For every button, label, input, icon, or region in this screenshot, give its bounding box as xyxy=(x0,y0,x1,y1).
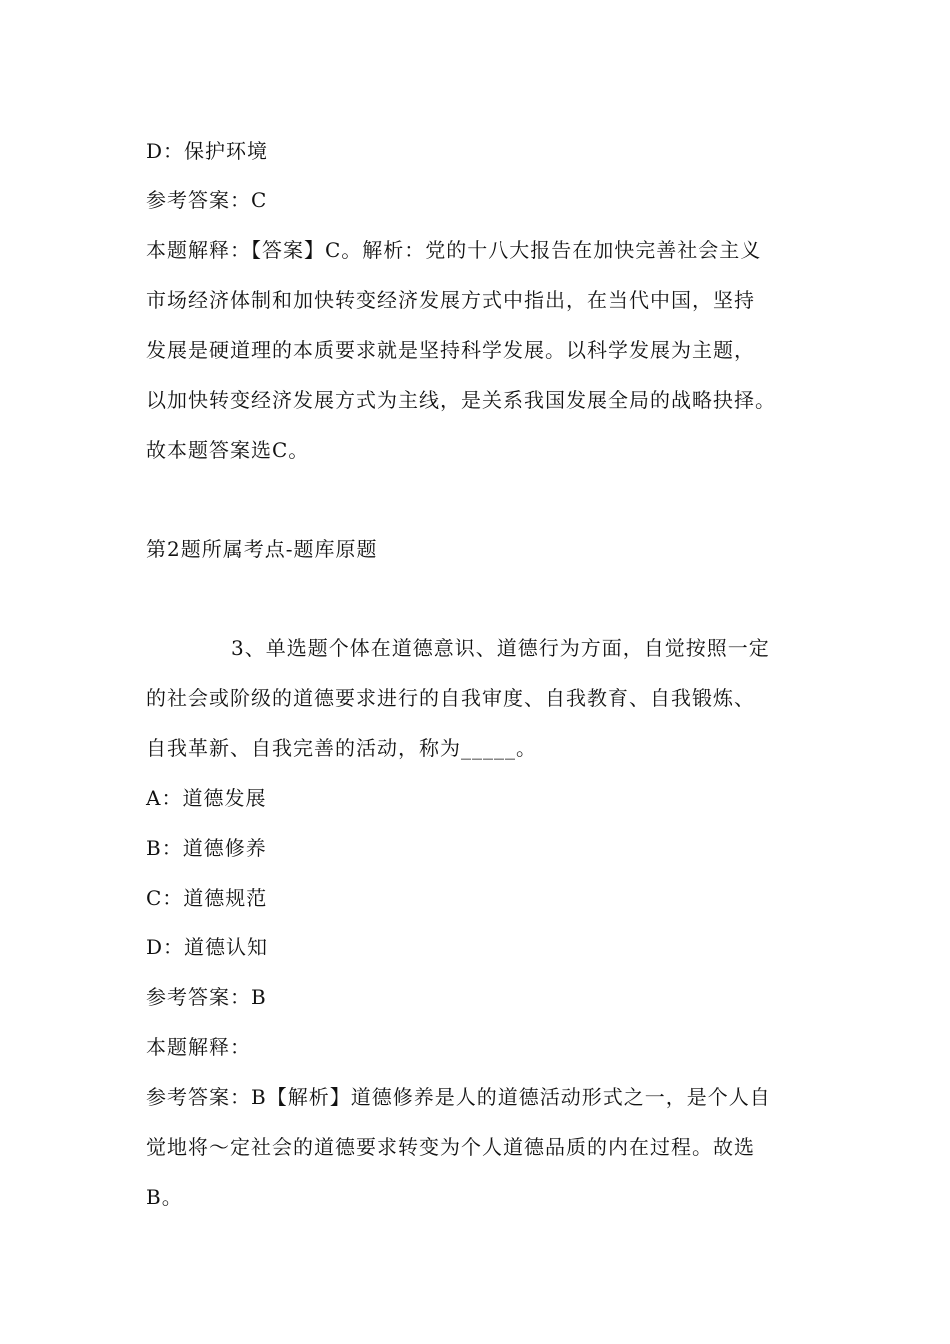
q2-explanation-line: 以加快转变经济发展方式为主线，是关系我国发展全局的战略抉择。 xyxy=(146,388,776,412)
q2-option-d: D：保护环境 xyxy=(146,139,269,163)
q3-explanation-line: 参考答案：B【解析】道德修养是人的道德活动形式之一，是个人自 xyxy=(146,1085,771,1109)
q3-explanation-label: 本题解释： xyxy=(146,1035,251,1059)
q3-question-line: 的社会或阶级的道德要求进行的自我审度、自我教育、自我锻炼、 xyxy=(146,686,755,710)
q3-answer: 参考答案：B xyxy=(146,985,267,1009)
q3-question-line: 自我革新、自我完善的活动，称为_____。 xyxy=(146,736,537,760)
q3-question-line: 3、单选题个体在道德意识、道德行为方面，自觉按照一定 xyxy=(231,636,770,660)
q2-explanation-line: 故本题答案选C。 xyxy=(146,438,310,462)
q3-explanation-line: 觉地将～定社会的道德要求转变为个人道德品质的内在过程。故选 xyxy=(146,1135,755,1159)
q2-answer: 参考答案：C xyxy=(146,188,268,212)
q3-option-a: A：道德发展 xyxy=(146,786,267,810)
q3-explanation-line: B。 xyxy=(146,1185,183,1209)
q2-knowledge-point: 第2题所属考点-题库原题 xyxy=(146,537,378,561)
q3-option-d: D：道德认知 xyxy=(146,935,269,959)
q3-option-b: B：道德修养 xyxy=(146,836,267,860)
q2-explanation-line: 发展是硬道理的本质要求就是坚持科学发展。以科学发展为主题， xyxy=(146,338,755,362)
q2-explanation-line: 本题解释：【答案】C。解析：党的十八大报告在加快完善社会主义 xyxy=(146,238,762,262)
q2-explanation-line: 市场经济体制和加快转变经济发展方式中指出，在当代中国，坚持 xyxy=(146,288,755,312)
q3-option-c: C：道德规范 xyxy=(146,886,268,910)
